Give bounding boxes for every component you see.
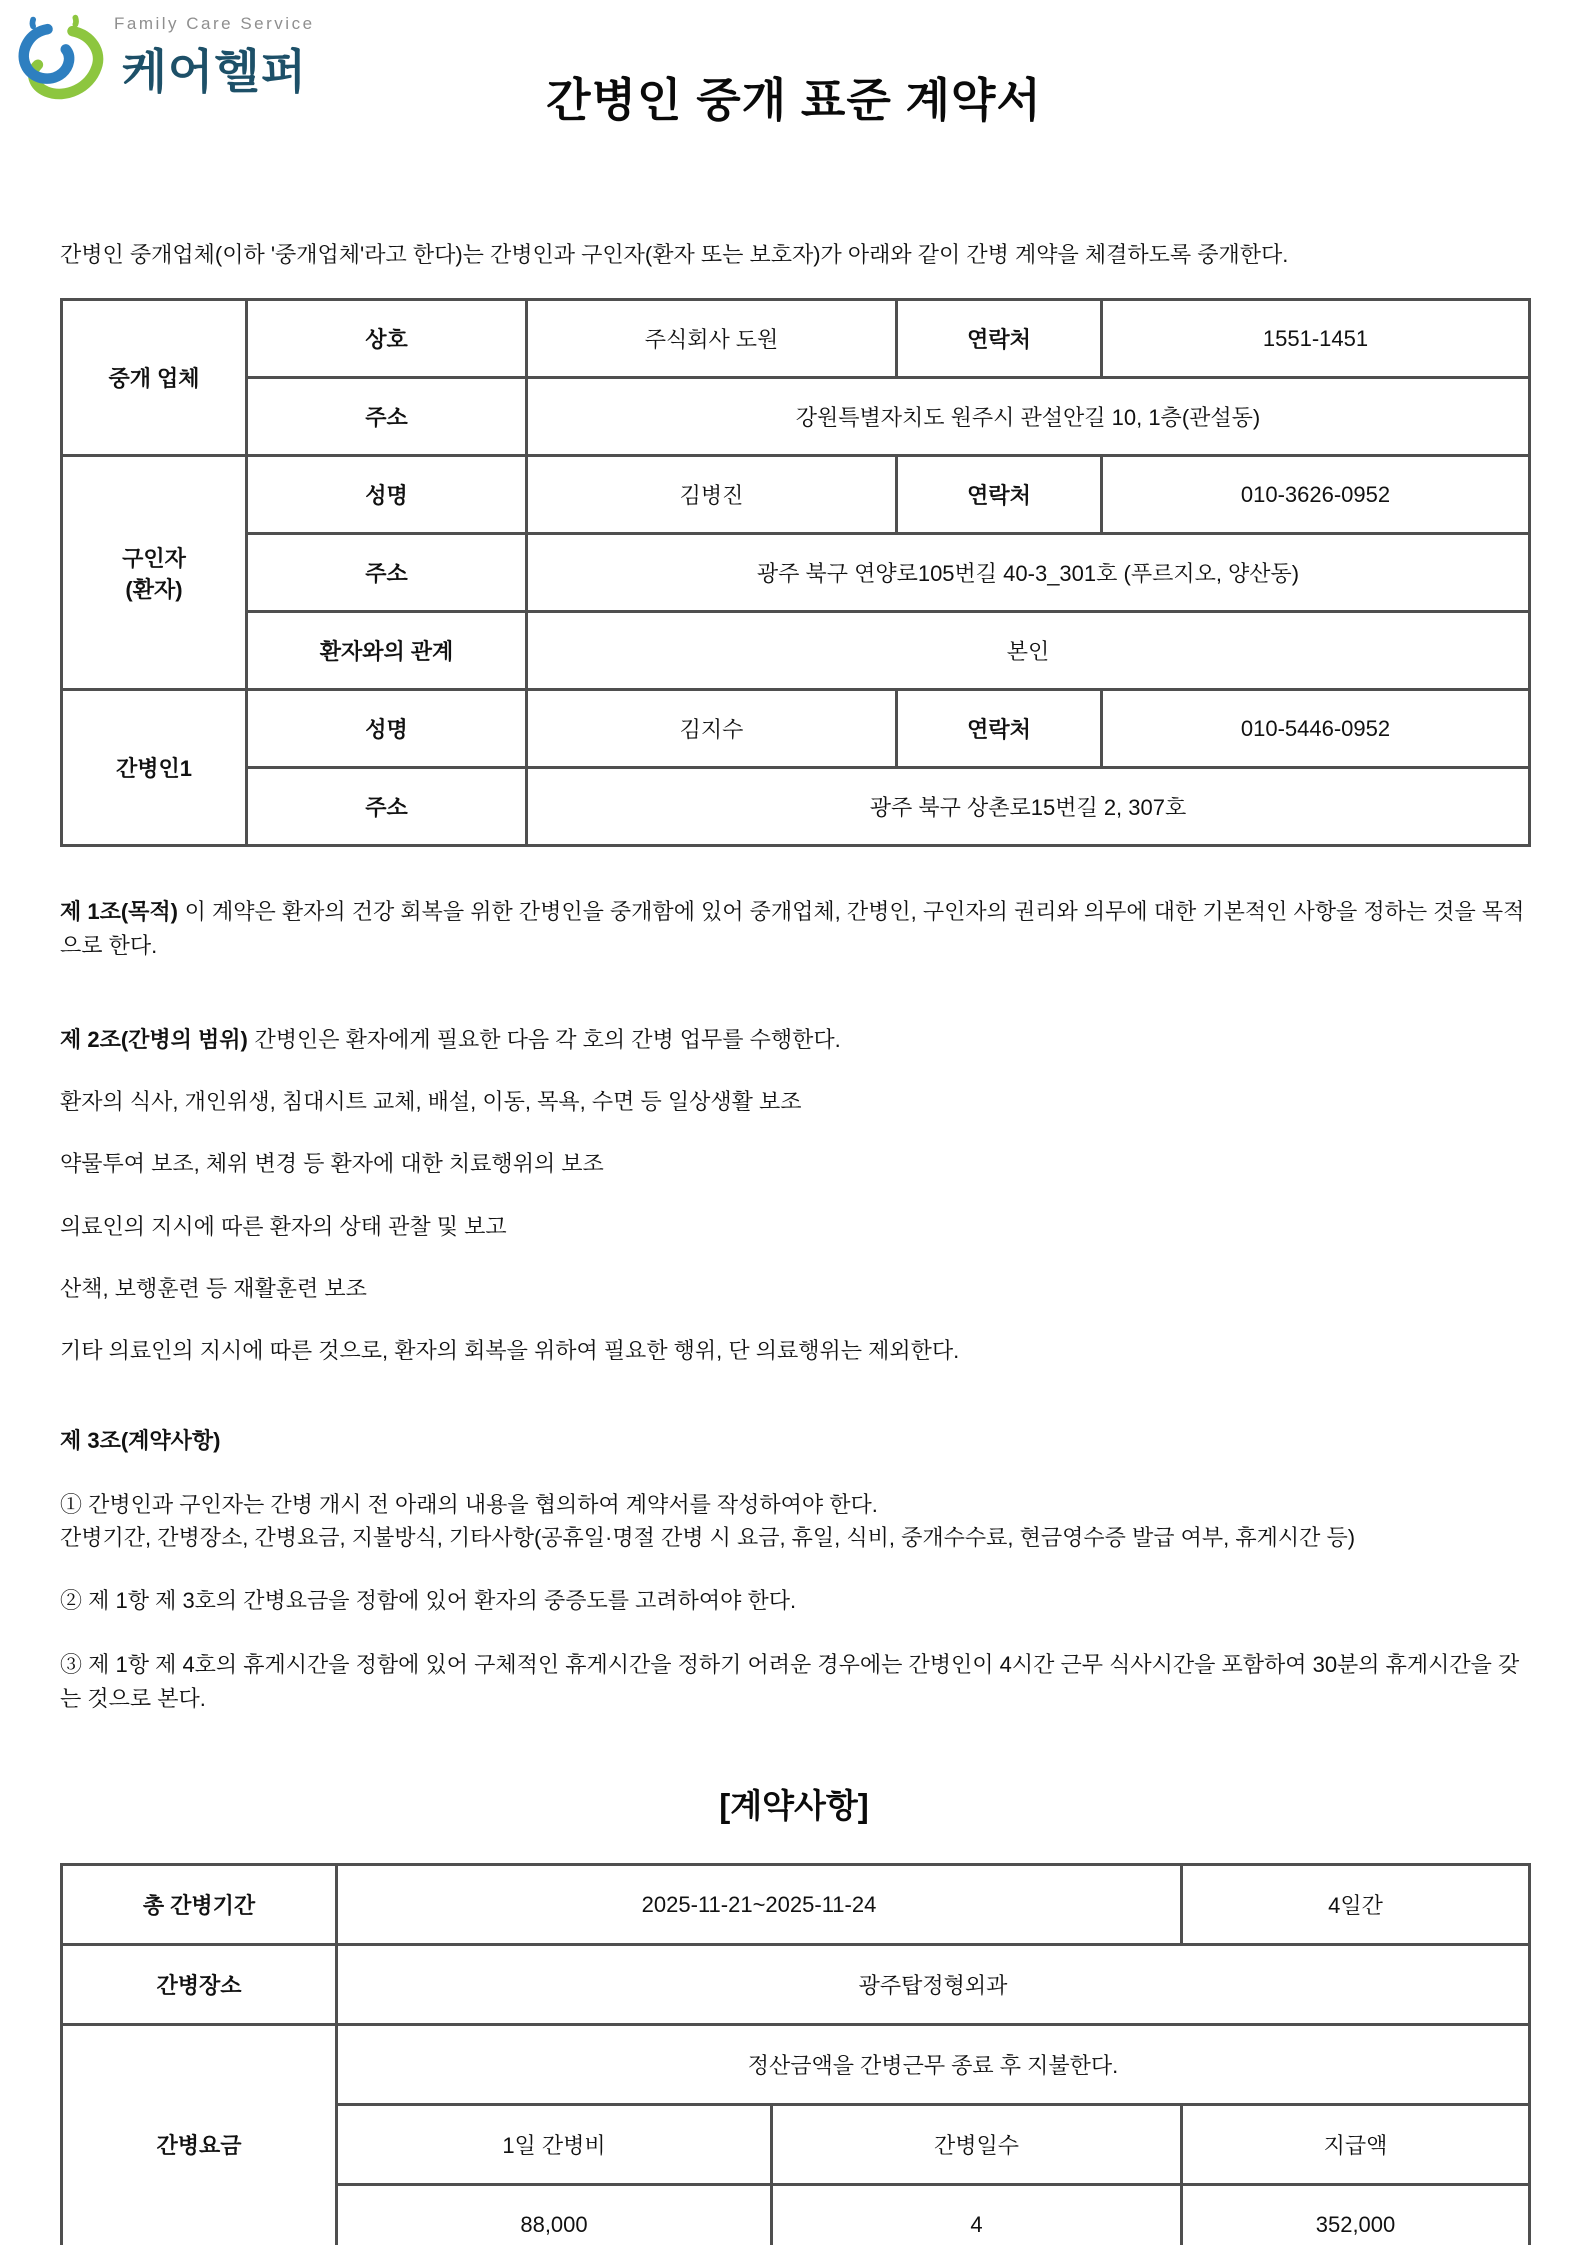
cell-value-days: 4일간 <box>1182 1865 1530 1945</box>
article-2-item: 환자의 식사, 개인위생, 침대시트 교체, 배설, 이동, 목욕, 수면 등 일상생활 보조 <box>60 1089 802 1115</box>
table-row-broker-address <box>62 378 1530 456</box>
article-2-heading: 제 2조(간병의 범위) <box>60 1027 248 1053</box>
article-2-item: 약물투여 보조, 체위 변경 등 환자에 대한 치료행위의 보조 <box>60 1151 604 1177</box>
article-2 <box>60 1023 1528 1057</box>
table-row-broker-name <box>62 300 1530 378</box>
cell-label: 주소 <box>247 768 527 846</box>
cell-label-fee: 간병요금 <box>62 2025 337 2245</box>
clause-1-line-2: 간병기간, 간병장소, 간병요금, 지불방식, 기타사항(공휴일·명절 간병 시 요금, 휴일, 식비, 중개수수료, 현금영수증 발급 여부, 휴게시간 등) <box>60 1524 1356 1550</box>
article-3-clause-1 <box>60 1488 1528 1554</box>
cell-label: 연락처 <box>897 690 1102 768</box>
cell-value-place: 광주탑정형외과 <box>337 1945 1530 2025</box>
table-row-period <box>62 1865 1530 1945</box>
article-2-item: 산책, 보행훈련 등 재활훈련 보조 <box>60 1275 367 1301</box>
cell-value: 김병진 <box>527 456 897 534</box>
table-row-place <box>62 1945 1530 2025</box>
party-group-client: 구인자 (환자) <box>62 456 247 690</box>
contract-terms-table <box>60 1863 1531 2245</box>
article-1 <box>60 895 1528 963</box>
contract-terms-heading: [계약사항] <box>719 1787 869 1825</box>
page-title: 간병인 중개 표준 계약서 <box>546 74 1042 126</box>
party-group-broker: 중개 업체 <box>62 300 247 456</box>
cell-fee-value: 88,000 <box>337 2185 772 2245</box>
article-1-heading: 제 1조(목적) <box>60 899 179 925</box>
cell-value: 주식회사 도원 <box>527 300 897 378</box>
cell-label: 주소 <box>247 534 527 612</box>
article-2-item: 의료인의 지시에 따른 환자의 상태 관찰 및 보고 <box>60 1213 507 1239</box>
table-row-fee-note <box>62 2025 1530 2105</box>
table-row-client-name <box>62 456 1530 534</box>
cell-label: 연락처 <box>897 456 1102 534</box>
cell-label: 성명 <box>247 690 527 768</box>
cell-fee-header: 지급액 <box>1182 2105 1530 2185</box>
table-row-client-address <box>62 534 1530 612</box>
cell-label: 간병장소 <box>62 1945 337 2025</box>
intro-paragraph: 간병인 중개업체(이하 '중개업체'라고 한다)는 간병인과 구인자(환자 또는 보호자)가 아래와 같이 간병 계약을 체결하도록 중개한다. <box>60 242 1289 267</box>
article-2-item: 기타 의료인의 지시에 따른 것으로, 환자의 회복을 위하여 필요한 행위, 단 의료행위는 제외한다. <box>60 1337 960 1363</box>
cell-label: 성명 <box>247 456 527 534</box>
cell-value: 010-5446-0952 <box>1102 690 1530 768</box>
cell-value: 광주 북구 상촌로15번길 2, 307호 <box>527 768 1530 846</box>
table-row-caregiver-name <box>62 690 1530 768</box>
article-3-heading: 제 3조(계약사항) <box>60 1427 221 1453</box>
cell-fee-header: 간병일수 <box>772 2105 1182 2185</box>
party-group-caregiver: 간병인1 <box>62 690 247 846</box>
header <box>60 0 1528 168</box>
cell-value: 본인 <box>527 612 1530 690</box>
cell-fee-header: 1일 간병비 <box>337 2105 772 2185</box>
cell-fee-value: 352,000 <box>1182 2185 1530 2245</box>
cell-label: 주소 <box>247 378 527 456</box>
cell-value: 광주 북구 연양로105번길 40-3_301호 (푸르지오, 양산동) <box>527 534 1530 612</box>
article-2-body: 간병인은 환자에게 필요한 다음 각 호의 간병 업무를 수행한다. <box>254 1027 841 1053</box>
cell-label: 상호 <box>247 300 527 378</box>
table-row-client-relation <box>62 612 1530 690</box>
clause-1-line-1: ① 간병인과 구인자는 간병 개시 전 아래의 내용을 협의하여 계약서를 작성하여야 한다. <box>60 1491 878 1517</box>
cell-label: 총 간병기간 <box>62 1865 337 1945</box>
table-row-caregiver-address <box>62 768 1530 846</box>
cell-fee-note: 정산금액을 간병근무 종료 후 지불한다. <box>337 2025 1530 2105</box>
cell-value: 010-3626-0952 <box>1102 456 1530 534</box>
cell-value: 강원특별자치도 원주시 관설안길 10, 1층(관설동) <box>527 378 1530 456</box>
cell-value-period: 2025-11-21~2025-11-24 <box>337 1865 1182 1945</box>
cell-fee-value: 4 <box>772 2185 1182 2245</box>
cell-label: 환자와의 관계 <box>247 612 527 690</box>
article-3-clause-2: ② 제 1항 제 3호의 간병요금을 정함에 있어 환자의 중증도를 고려하여야 한다. <box>60 1587 797 1613</box>
cell-value: 김지수 <box>527 690 897 768</box>
article-1-body: 이 계약은 환자의 건강 회복을 위한 간병인을 중개함에 있어 중개업체, 간병인, 구인자의 권리와 의무에 대한 기본적인 사항을 정하는 것을 목적으로 한다. <box>60 899 1525 959</box>
article-3-clause-3: ③ 제 1항 제 4호의 휴게시간을 정함에 있어 구체적인 휴게시간을 정하기 어려운 경우에는 간병인이 4시간 근무 식사시간을 포함하여 30분의 휴게시간을 갖는 것으로 본다. <box>60 1652 1520 1712</box>
cell-value: 1551-1451 <box>1102 300 1530 378</box>
cell-label: 연락처 <box>897 300 1102 378</box>
brand-name: 케어헬퍼 <box>121 45 308 98</box>
parties-table <box>60 298 1531 847</box>
brand-tagline: Family Care Service <box>114 14 315 33</box>
